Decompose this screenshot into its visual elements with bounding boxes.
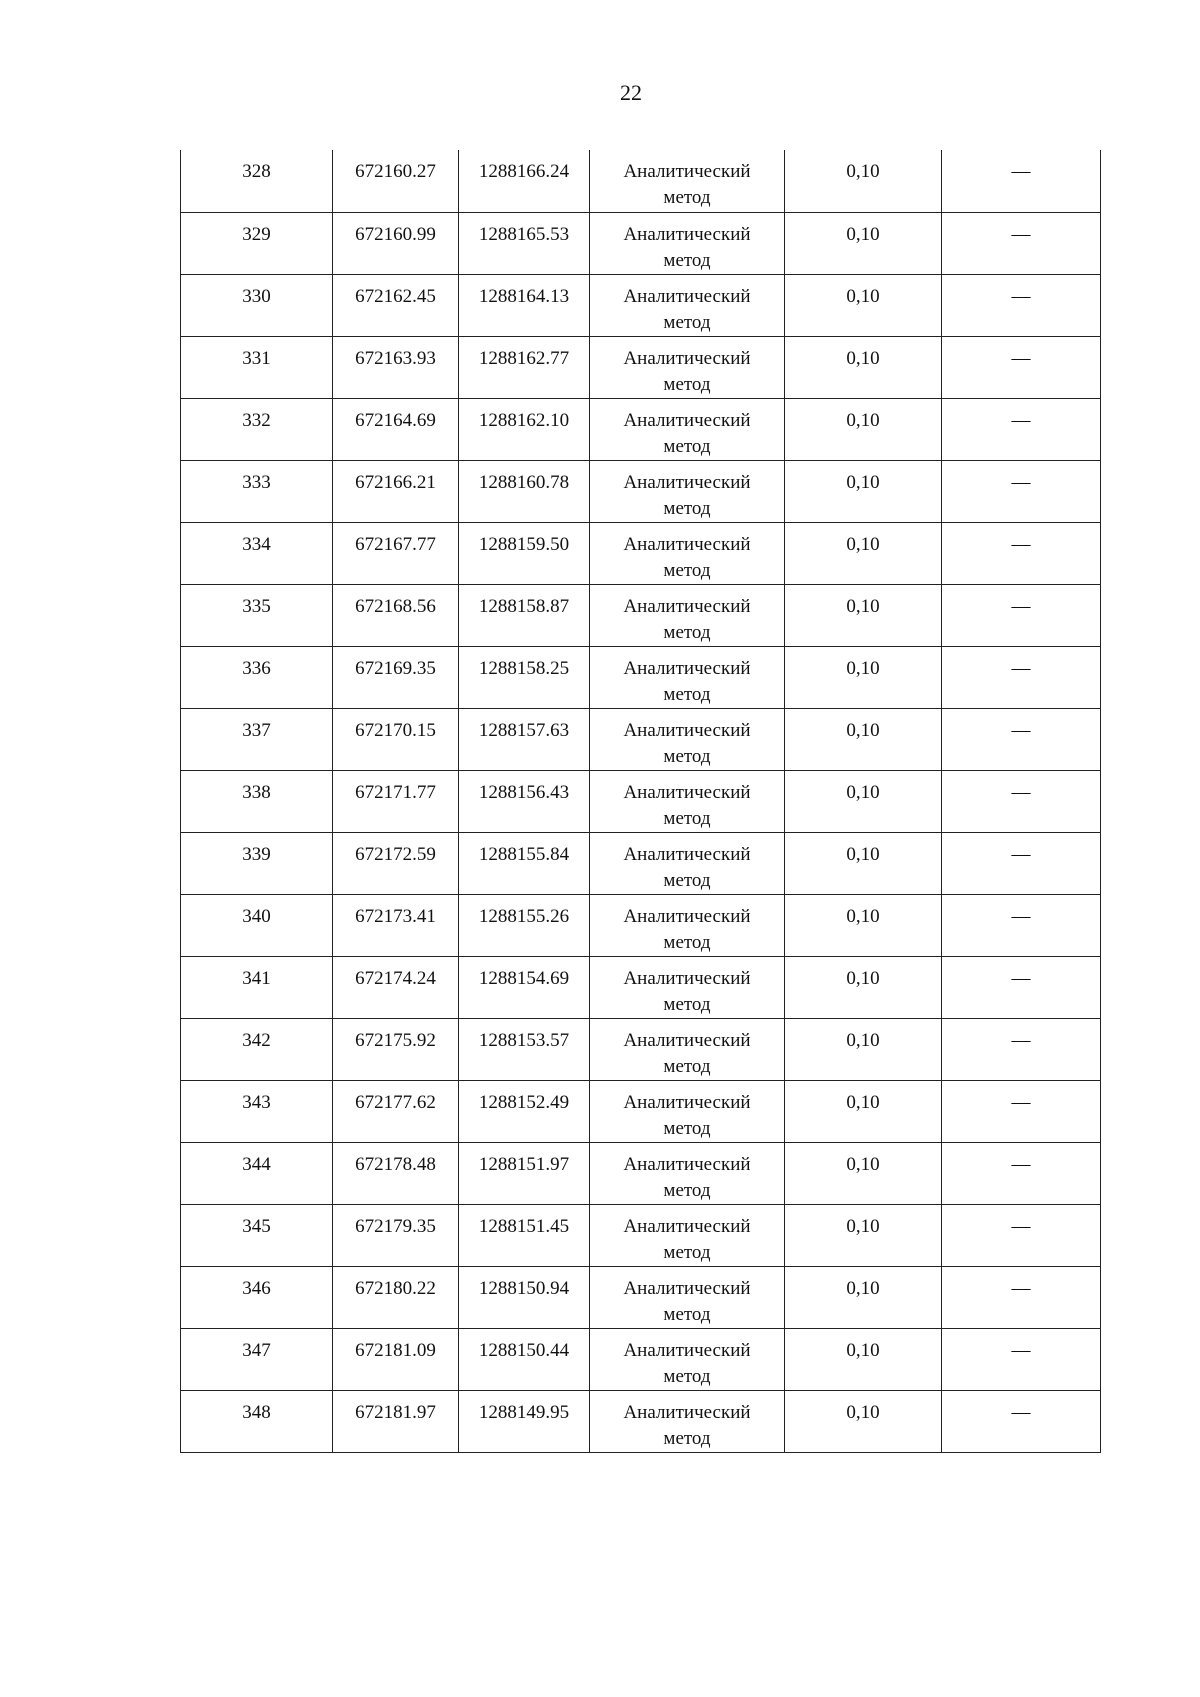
method-cell (590, 770, 785, 832)
point-number-cell: 330 (181, 274, 333, 336)
method-text: Аналитический метод (623, 905, 751, 953)
note-cell: — (942, 770, 1101, 832)
note-cell: — (942, 708, 1101, 770)
precision-cell: 0,10 (785, 1018, 942, 1080)
page-number: 22 (620, 80, 642, 105)
x-coordinate-cell: 672160.27 (333, 150, 459, 212)
point-number-cell: 346 (181, 1266, 333, 1328)
method-text: Аналитический метод (623, 1401, 751, 1449)
x-coordinate-cell: 672175.92 (333, 1018, 459, 1080)
precision-cell: 0,10 (785, 460, 942, 522)
table-row (181, 832, 1101, 894)
x-coordinate-cell: 672168.56 (333, 584, 459, 646)
y-coordinate-cell: 1288155.26 (459, 894, 590, 956)
point-number-cell: 335 (181, 584, 333, 646)
method-text: Аналитический метод (623, 285, 751, 333)
note-cell: — (942, 522, 1101, 584)
method-cell (590, 1266, 785, 1328)
y-coordinate-cell: 1288153.57 (459, 1018, 590, 1080)
y-coordinate-cell: 1288159.50 (459, 522, 590, 584)
method-cell (590, 1328, 785, 1390)
y-coordinate-cell: 1288155.84 (459, 832, 590, 894)
method-cell (590, 1204, 785, 1266)
x-coordinate-cell: 672172.59 (333, 832, 459, 894)
x-coordinate-cell: 672171.77 (333, 770, 459, 832)
y-coordinate-cell: 1288156.43 (459, 770, 590, 832)
point-number-cell: 342 (181, 1018, 333, 1080)
note-cell: — (942, 1142, 1101, 1204)
method-text: Аналитический метод (623, 161, 751, 208)
x-coordinate-cell: 672160.99 (333, 212, 459, 274)
method-cell (590, 1080, 785, 1142)
method-text: Аналитический метод (623, 1277, 751, 1325)
point-number-cell: 328 (181, 150, 333, 212)
point-number-cell: 348 (181, 1390, 333, 1452)
x-coordinate-cell: 672179.35 (333, 1204, 459, 1266)
coordinates-table (180, 150, 1101, 1453)
table-row (181, 770, 1101, 832)
method-cell (590, 708, 785, 770)
note-cell: — (942, 274, 1101, 336)
method-cell (590, 274, 785, 336)
table-row (181, 646, 1101, 708)
method-cell (590, 1390, 785, 1452)
method-cell (590, 832, 785, 894)
table-row (181, 398, 1101, 460)
method-text: Аналитический метод (623, 657, 751, 705)
note-cell: — (942, 956, 1101, 1018)
point-number-cell: 345 (181, 1204, 333, 1266)
table-row (181, 1204, 1101, 1266)
method-cell (590, 460, 785, 522)
point-number-cell: 339 (181, 832, 333, 894)
point-number-cell: 344 (181, 1142, 333, 1204)
y-coordinate-cell: 1288157.63 (459, 708, 590, 770)
table-row (181, 212, 1101, 274)
x-coordinate-cell: 672173.41 (333, 894, 459, 956)
point-number-cell: 338 (181, 770, 333, 832)
method-text: Аналитический метод (623, 719, 751, 767)
note-cell: — (942, 1080, 1101, 1142)
note-cell: — (942, 1328, 1101, 1390)
x-coordinate-cell: 672169.35 (333, 646, 459, 708)
point-number-cell: 340 (181, 894, 333, 956)
x-coordinate-cell: 672166.21 (333, 460, 459, 522)
note-cell: — (942, 398, 1101, 460)
x-coordinate-cell: 672178.48 (333, 1142, 459, 1204)
y-coordinate-cell: 1288149.95 (459, 1390, 590, 1452)
y-coordinate-cell: 1288151.97 (459, 1142, 590, 1204)
table-row (181, 522, 1101, 584)
table-row (181, 584, 1101, 646)
method-text: Аналитический метод (623, 967, 751, 1015)
method-cell (590, 1142, 785, 1204)
precision-cell: 0,10 (785, 522, 942, 584)
method-text: Аналитический метод (623, 347, 751, 395)
method-text: Аналитический метод (623, 595, 751, 643)
y-coordinate-cell: 1288150.44 (459, 1328, 590, 1390)
method-text: Аналитический метод (623, 1153, 751, 1201)
x-coordinate-cell: 672170.15 (333, 708, 459, 770)
y-coordinate-cell: 1288162.77 (459, 336, 590, 398)
method-cell (590, 894, 785, 956)
note-cell: — (942, 1390, 1101, 1452)
method-cell (590, 336, 785, 398)
precision-cell: 0,10 (785, 212, 942, 274)
precision-cell: 0,10 (785, 398, 942, 460)
y-coordinate-cell: 1288158.87 (459, 584, 590, 646)
point-number-cell: 336 (181, 646, 333, 708)
table-row (181, 956, 1101, 1018)
point-number-cell: 341 (181, 956, 333, 1018)
method-text: Аналитический метод (623, 843, 751, 891)
method-cell (590, 646, 785, 708)
point-number-cell: 343 (181, 1080, 333, 1142)
precision-cell: 0,10 (785, 894, 942, 956)
y-coordinate-cell: 1288158.25 (459, 646, 590, 708)
precision-cell: 0,10 (785, 956, 942, 1018)
precision-cell: 0,10 (785, 584, 942, 646)
x-coordinate-cell: 672177.62 (333, 1080, 459, 1142)
x-coordinate-cell: 672174.24 (333, 956, 459, 1018)
y-coordinate-cell: 1288166.24 (459, 150, 590, 212)
x-coordinate-cell: 672162.45 (333, 274, 459, 336)
note-cell: — (942, 150, 1101, 212)
table-row (181, 460, 1101, 522)
method-cell (590, 398, 785, 460)
x-coordinate-cell: 672181.09 (333, 1328, 459, 1390)
table-row (181, 894, 1101, 956)
table-row (181, 274, 1101, 336)
table-row (181, 1080, 1101, 1142)
point-number-cell: 347 (181, 1328, 333, 1390)
precision-cell: 0,10 (785, 1266, 942, 1328)
y-coordinate-cell: 1288154.69 (459, 956, 590, 1018)
method-text: Аналитический метод (623, 1215, 751, 1263)
point-number-cell: 337 (181, 708, 333, 770)
x-coordinate-cell: 672164.69 (333, 398, 459, 460)
table-body (181, 150, 1101, 1452)
y-coordinate-cell: 1288150.94 (459, 1266, 590, 1328)
method-cell (590, 956, 785, 1018)
precision-cell: 0,10 (785, 1142, 942, 1204)
method-cell (590, 212, 785, 274)
y-coordinate-cell: 1288152.49 (459, 1080, 590, 1142)
method-cell (590, 150, 785, 212)
method-cell (590, 584, 785, 646)
x-coordinate-cell: 672163.93 (333, 336, 459, 398)
precision-cell: 0,10 (785, 274, 942, 336)
precision-cell: 0,10 (785, 150, 942, 212)
table-row (181, 1328, 1101, 1390)
precision-cell: 0,10 (785, 1080, 942, 1142)
precision-cell: 0,10 (785, 1390, 942, 1452)
note-cell: — (942, 646, 1101, 708)
y-coordinate-cell: 1288160.78 (459, 460, 590, 522)
method-text: Аналитический метод (623, 1091, 751, 1139)
point-number-cell: 333 (181, 460, 333, 522)
table-row (181, 336, 1101, 398)
note-cell: — (942, 1204, 1101, 1266)
x-coordinate-cell: 672180.22 (333, 1266, 459, 1328)
note-cell: — (942, 212, 1101, 274)
note-cell: — (942, 1266, 1101, 1328)
x-coordinate-cell: 672181.97 (333, 1390, 459, 1452)
y-coordinate-cell: 1288162.10 (459, 398, 590, 460)
method-cell (590, 522, 785, 584)
precision-cell: 0,10 (785, 770, 942, 832)
point-number-cell: 334 (181, 522, 333, 584)
note-cell: — (942, 460, 1101, 522)
table-row (181, 1390, 1101, 1452)
table-row (181, 1266, 1101, 1328)
y-coordinate-cell: 1288164.13 (459, 274, 590, 336)
method-text: Аналитический метод (623, 533, 751, 581)
table-row (181, 1142, 1101, 1204)
method-text: Аналитический метод (623, 1339, 751, 1387)
method-text: Аналитический метод (623, 409, 751, 457)
point-number-cell: 331 (181, 336, 333, 398)
precision-cell: 0,10 (785, 832, 942, 894)
x-coordinate-cell: 672167.77 (333, 522, 459, 584)
precision-cell: 0,10 (785, 708, 942, 770)
note-cell: — (942, 336, 1101, 398)
method-text: Аналитический метод (623, 781, 751, 829)
point-number-cell: 329 (181, 212, 333, 274)
y-coordinate-cell: 1288151.45 (459, 1204, 590, 1266)
note-cell: — (942, 584, 1101, 646)
method-cell (590, 1018, 785, 1080)
table-row (181, 1018, 1101, 1080)
y-coordinate-cell: 1288165.53 (459, 212, 590, 274)
precision-cell: 0,10 (785, 1204, 942, 1266)
method-text: Аналитический метод (623, 223, 751, 271)
note-cell: — (942, 1018, 1101, 1080)
precision-cell: 0,10 (785, 1328, 942, 1390)
note-cell: — (942, 832, 1101, 894)
precision-cell: 0,10 (785, 646, 942, 708)
point-number-cell: 332 (181, 398, 333, 460)
table-row (181, 150, 1101, 212)
precision-cell: 0,10 (785, 336, 942, 398)
note-cell: — (942, 894, 1101, 956)
method-text: Аналитический метод (623, 471, 751, 519)
table-row (181, 708, 1101, 770)
method-text: Аналитический метод (623, 1029, 751, 1077)
